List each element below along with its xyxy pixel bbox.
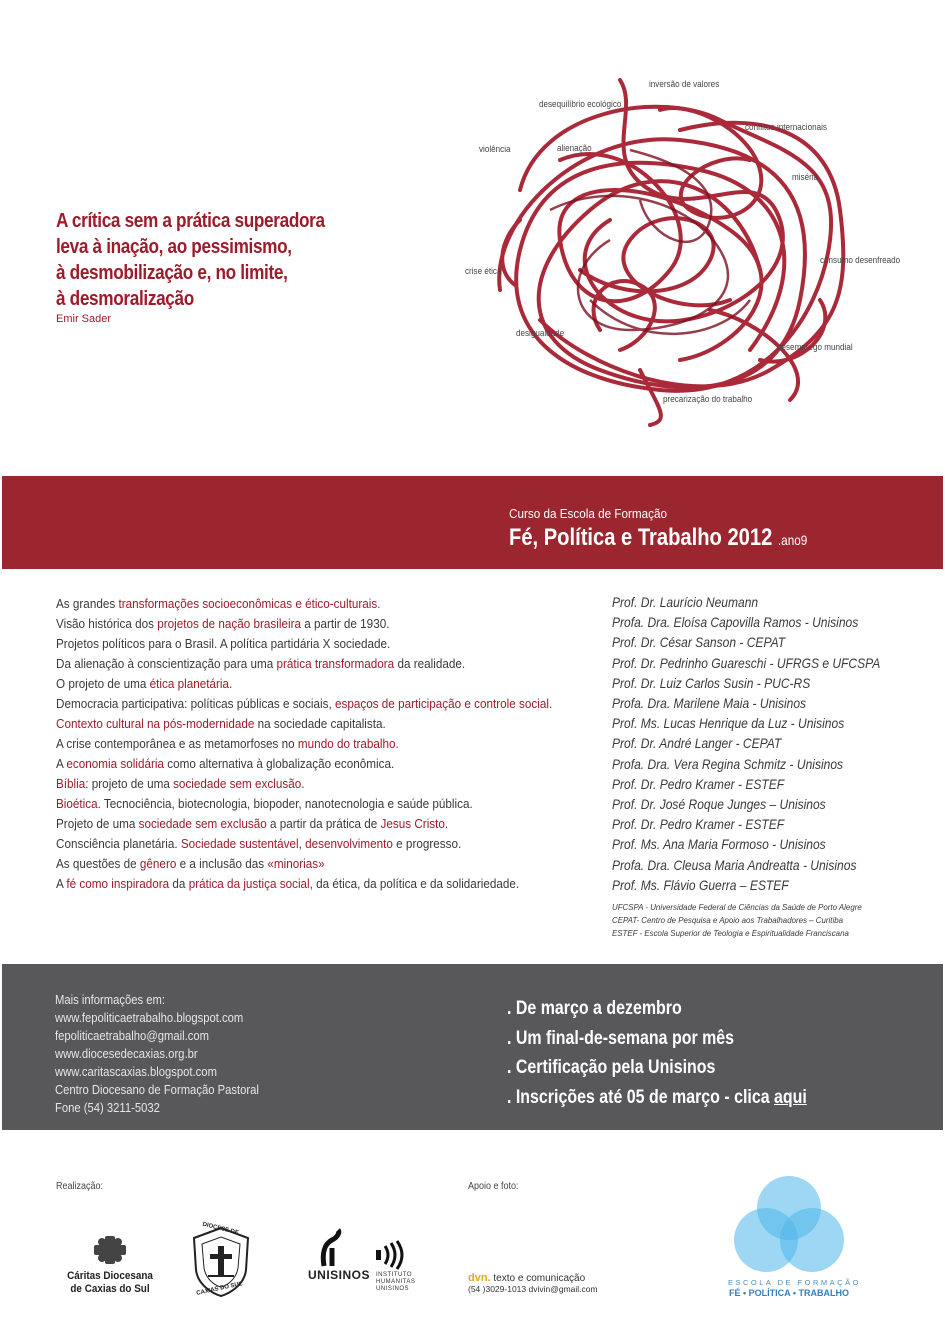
professor-item: Prof. Dr. Luiz Carlos Susin - PUC-RS — [612, 674, 811, 691]
topic-item: Consciência planetária. Sociedade sustentável, desenvolvimento e progresso. — [56, 836, 462, 851]
ihu-name: INSTITUTO HUMANITAS UNISINOS — [376, 1272, 416, 1292]
topic-item: Projetos políticos para o Brasil. A política partidária X sociedade. — [56, 636, 391, 651]
professor-item: Prof. Ms. Ana Maria Formoso - Unisinos — [612, 836, 826, 853]
abbreviation-item: CEPAT- Centro de Pesquisa e Apoio aos Trabalhadores – Curitiba — [612, 915, 844, 925]
label-desemprego: desemprego mundial — [777, 342, 853, 352]
phone-number: Fone (54) 3211-5032 — [55, 1101, 160, 1115]
label-conflitos: conflitos internacionais — [745, 122, 827, 132]
unisinos-mark-icon — [308, 1228, 372, 1268]
topic-item: Visão histórica dos projetos de nação brasileira a partir de 1930. — [56, 616, 390, 631]
topic-item: Da alienação à conscientização para uma prática transformadora da realidade. — [56, 656, 466, 671]
label-crise: crise ética — [465, 266, 502, 276]
professor-item: Prof. Dr. José Roque Junges – Unisinos — [612, 796, 826, 813]
label-desequilibrio: desequilíbrio ecológico — [539, 99, 622, 109]
topic-item: A fé como inspiradora da prática da justiça social, da ética, da política e da solidariedade. — [56, 876, 520, 891]
caritas-cross-icon — [88, 1234, 132, 1266]
registration-link[interactable]: aqui — [774, 1086, 807, 1108]
fact-period: . De março a dezembro — [507, 998, 682, 1019]
label-consumo: consumo desenfreado — [820, 255, 901, 265]
label-precarizacao: precarização do trabalho — [663, 394, 753, 404]
label-desigualdade: desigualdade — [516, 328, 565, 338]
professor-item: Prof. Dr. César Sanson - CEPAT — [612, 634, 786, 651]
professor-item: Prof. Ms. Flávio Guerra – ESTEF — [612, 876, 789, 893]
course-title-band — [2, 476, 943, 569]
tangle-illustration — [460, 70, 910, 430]
escola-name: ESCOLA DE FORMAÇÃO — [728, 1278, 861, 1287]
contacts-heading: Mais informações em: — [55, 993, 166, 1007]
topic-item: Contexto cultural na pós-modernidade na sociedade capitalista. — [56, 716, 386, 731]
diocese-bottom-text: CAXIAS DO SUL — [195, 1281, 244, 1297]
caritas-name-2: de Caxias do Sul — [70, 1283, 150, 1295]
quote-line: leva à inação, ao pessimismo, — [56, 236, 292, 258]
caritas-link[interactable]: www.caritascaxias.blogspot.com — [55, 1065, 217, 1079]
abbreviation-item: UFCSPA - Universidade Federal de Ciências da Saúde de Porto Alegre — [612, 902, 862, 912]
unisinos-name: UNISINOS — [308, 1268, 371, 1282]
caritas-logo — [55, 1234, 165, 1296]
professor-item: Profa. Dra. Vera Regina Schmitz - Unisinos — [612, 755, 844, 772]
label-alienacao: alienação — [557, 143, 592, 153]
ihu-waves-icon — [374, 1240, 414, 1270]
email-link[interactable]: fepoliticaetrabalho@gmail.com — [55, 1029, 209, 1043]
topic-item: As questões de gênero e a inclusão das «minorias» — [56, 856, 325, 871]
diocese-logo — [188, 1221, 254, 1305]
professor-item: Prof. Dr. Pedro Kramer - ESTEF — [612, 775, 785, 792]
abbreviations-list — [612, 901, 883, 940]
abbreviation-item: ESTEF - Escola Superior de Teologia e Espiritualidade Franciscana — [612, 928, 849, 938]
topic-item: A crise contemporânea e as metamorfoses no mundo do trabalho. — [56, 736, 399, 751]
professor-item: Profa. Dra. Marilene Maia - Unisinos — [612, 695, 807, 712]
label-inversao: inversão de valores — [649, 79, 720, 89]
dvn-description: texto e comunicação — [493, 1273, 586, 1284]
fact-certification: . Certificação pela Unisinos — [507, 1057, 716, 1078]
topics-list — [56, 594, 601, 894]
quote-author: Emir Sader — [56, 313, 112, 325]
quote-block — [56, 208, 416, 325]
course-subtitle: Curso da Escola de Formação — [509, 506, 668, 521]
course-edition: .ano9 — [777, 532, 808, 548]
diocese-link[interactable]: www.diocesedecaxias.org.br — [55, 1047, 198, 1061]
professor-item: Prof. Dr. André Langer - CEPAT — [612, 735, 782, 752]
professor-item: Prof. Dr. Pedrinho Guareschi - UFRGS e UFCSPA — [612, 654, 881, 671]
professor-item: Prof. Ms. Lucas Henrique da Luz - Unisinos — [612, 715, 845, 732]
dvn-brand: dvn. — [468, 1272, 491, 1284]
topic-item: Bioética. Tecnociência, biotecnologia, biopoder, nanotecnologia e saúde pública. — [56, 796, 473, 811]
label-miseria: miséria — [792, 172, 819, 182]
escola-logo — [728, 1174, 861, 1298]
info-band — [2, 964, 943, 1130]
professor-item: Profa. Dra. Cleusa Maria Andreatta - Unisinos — [612, 856, 857, 873]
dvn-logo — [468, 1272, 598, 1294]
escola-circles-icon — [728, 1174, 850, 1276]
red-tangle-graphic — [460, 70, 910, 430]
quote-line: à desmoralização — [56, 288, 194, 310]
course-title-text: Fé, Política e Trabalho 2012 — [509, 524, 773, 551]
fact-frequency: . Um final-de-semana por mês — [507, 1027, 735, 1049]
caritas-name-1: Cáritas Diocesana — [67, 1270, 153, 1282]
topic-item: Democracia participativa: políticas públicas e sociais, espaços de participação e controle social. — [56, 696, 553, 711]
topic-item: As grandes transformações socioeconômicas e ético-culturais. — [56, 596, 381, 611]
quote-line: A crítica sem a prática superadora — [56, 210, 325, 232]
professor-item: Profa. Dra. Eloísa Capovilla Ramos - Unisinos — [612, 614, 859, 631]
topic-item: Projeto de uma sociedade sem exclusão a partir da prática de Jesus Cristo. — [56, 816, 449, 831]
professors-list — [612, 592, 932, 895]
professor-item: Prof. Dr. Pedro Kramer - ESTEF — [612, 816, 785, 833]
dvn-contact: (54 )3029-1013 dvivin@gmail.com — [468, 1284, 598, 1294]
escola-subtitle: FÉ • POLÍTICA • TRABALHO — [729, 1288, 849, 1298]
label-violencia: violência — [479, 144, 511, 154]
realizacao-label: Realização: — [56, 1181, 104, 1192]
topic-item: A economia solidária como alternativa à globalização econômica. — [56, 756, 395, 771]
course-facts — [507, 994, 864, 1112]
topic-item: Bíblia: projeto de uma sociedade sem exclusão. — [56, 776, 305, 791]
topic-item: O projeto de uma ética planetária. — [56, 676, 233, 691]
blog-link[interactable]: www.fepoliticaetrabalho.blogspot.com — [55, 1011, 244, 1025]
quote-line: à desmobilização e, no limite, — [56, 262, 288, 284]
fact-registration: . Inscrições até 05 de março - clica aqui — [507, 1086, 807, 1108]
center-name: Centro Diocesano de Formação Pastoral — [55, 1083, 259, 1097]
diocese-top-text: DIOCESE DE — [201, 1221, 240, 1237]
professor-item: Prof. Dr. Laurício Neumann — [612, 594, 759, 610]
apoio-label: Apoio e foto: — [468, 1181, 519, 1192]
course-title — [509, 524, 807, 552]
contacts-list — [55, 991, 282, 1117]
